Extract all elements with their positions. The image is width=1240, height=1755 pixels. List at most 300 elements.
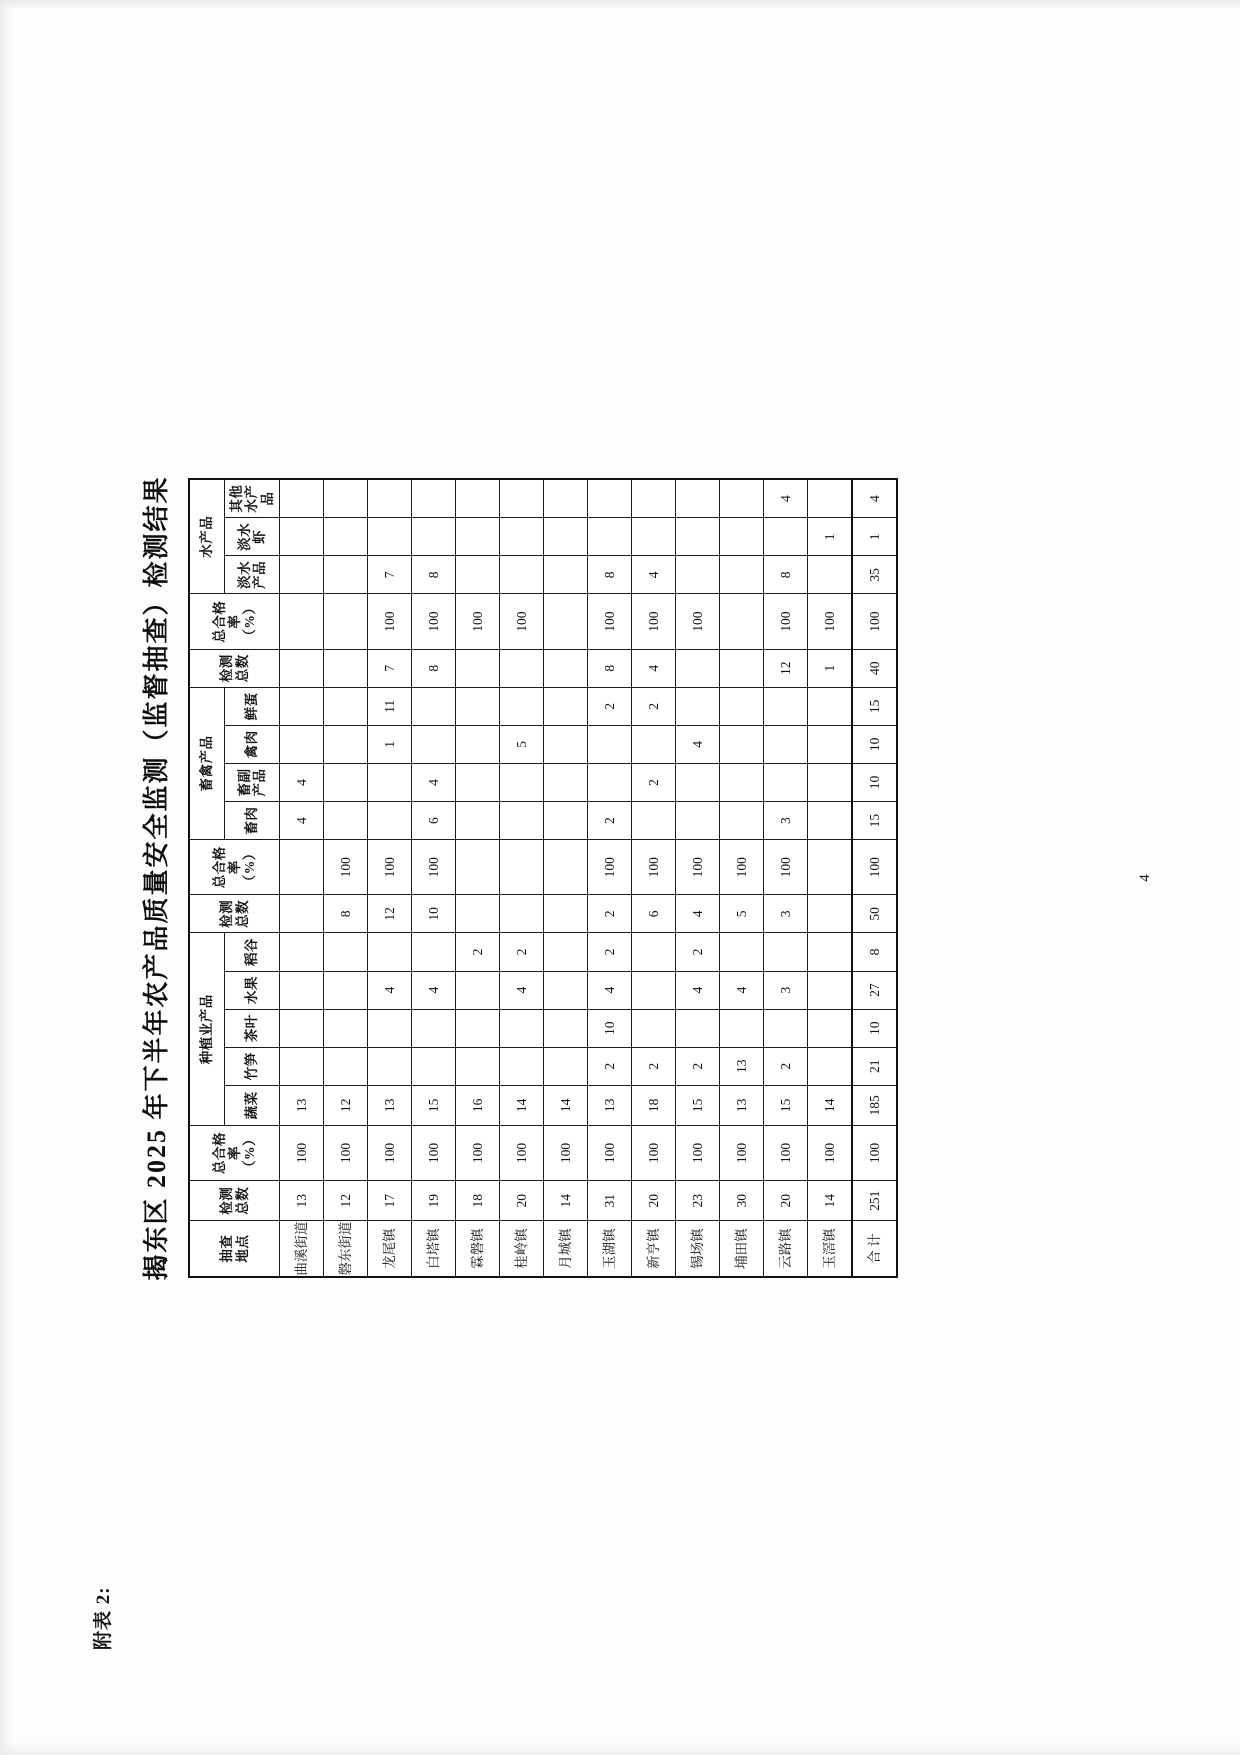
cell-livestock-total <box>500 649 544 687</box>
cell-overall-total: 20 <box>632 1180 676 1220</box>
cell-overall-rate: 100 <box>588 1125 632 1180</box>
cell-livestock-3: 15 <box>852 687 897 725</box>
cell-planting-total: 2 <box>588 894 632 932</box>
cell-planting-3: 4 <box>412 971 456 1009</box>
cell-livestock-2 <box>456 725 500 763</box>
cell-planting-4 <box>412 932 456 970</box>
table-row <box>852 479 897 1277</box>
rotated-document-content <box>80 78 1160 1678</box>
page-title: 揭东区 2025 年下半年农产品质量安全监测（监督抽查）检测结果 <box>142 475 171 1281</box>
cell-aquatic-2 <box>324 479 368 518</box>
cell-planting-4: 2 <box>588 932 632 970</box>
cell-livestock-3 <box>676 687 720 725</box>
cell-planting-3: 4 <box>368 971 412 1009</box>
cell-aquatic-0 <box>544 555 588 593</box>
table-row <box>368 479 412 1277</box>
cell-planting-1: 2 <box>764 1047 808 1085</box>
cell-overall-total: 20 <box>500 1180 544 1220</box>
col-header-planting-item-1: 竹笋 <box>225 1047 280 1085</box>
cell-livestock-1 <box>368 763 412 801</box>
cell-overall-total: 31 <box>588 1180 632 1220</box>
table-head <box>189 479 280 1277</box>
cell-aquatic-1 <box>368 517 412 555</box>
cell-place: 龙尾镇 <box>368 1220 412 1276</box>
cell-aquatic-2: 4 <box>764 479 808 518</box>
cell-livestock-0 <box>632 801 676 839</box>
cell-livestock-2 <box>588 725 632 763</box>
cell-livestock-2: 10 <box>852 725 897 763</box>
cell-planting-3 <box>324 971 368 1009</box>
cell-livestock-2 <box>324 725 368 763</box>
cell-planting-1: 13 <box>720 1047 764 1085</box>
cell-livestock-total: 8 <box>412 649 456 687</box>
cell-livestock-0: 3 <box>764 801 808 839</box>
cell-planting-0: 15 <box>412 1085 456 1125</box>
col-header-planting-item-2: 茶叶 <box>225 1009 280 1047</box>
cell-livestock-1: 4 <box>412 763 456 801</box>
col-header-overall-rate <box>189 1125 280 1180</box>
cell-planting-1: 2 <box>676 1047 720 1085</box>
cell-aquatic-1 <box>500 517 544 555</box>
cell-livestock-3 <box>456 687 500 725</box>
cell-planting-3 <box>544 971 588 1009</box>
cell-planting-4 <box>280 932 324 970</box>
cell-planting-total: 10 <box>412 894 456 932</box>
page-number: 4 <box>1137 873 1153 882</box>
cell-planting-3 <box>280 971 324 1009</box>
cell-planting-0: 18 <box>632 1085 676 1125</box>
cell-planting-rate: 100 <box>632 839 676 894</box>
cell-planting-1 <box>808 1047 853 1085</box>
cell-planting-total <box>500 894 544 932</box>
cell-livestock-rate: 100 <box>456 593 500 648</box>
cell-livestock-0 <box>676 801 720 839</box>
col-header-overall-total-line2: 总数 <box>234 1186 250 1215</box>
cell-aquatic-0 <box>676 555 720 593</box>
col-header-place <box>189 1220 280 1276</box>
cell-planting-3: 3 <box>764 971 808 1009</box>
cell-aquatic-0 <box>280 555 324 593</box>
cell-place: 玉湖镇 <box>588 1220 632 1276</box>
group-header-planting: 种植业产品 <box>189 932 225 1124</box>
cell-livestock-3 <box>808 687 853 725</box>
col-header-planting-total-line1: 检测 <box>219 899 235 928</box>
cell-livestock-3 <box>544 687 588 725</box>
cell-aquatic-2: 4 <box>852 479 897 518</box>
cell-overall-rate: 100 <box>676 1125 720 1180</box>
cell-aquatic-0: 8 <box>764 555 808 593</box>
cell-livestock-3: 2 <box>632 687 676 725</box>
cell-planting-rate: 100 <box>764 839 808 894</box>
cell-livestock-0 <box>368 801 412 839</box>
cell-planting-4 <box>632 932 676 970</box>
cell-overall-rate: 100 <box>544 1125 588 1180</box>
cell-livestock-0: 4 <box>280 801 324 839</box>
cell-planting-2 <box>720 1009 764 1047</box>
cell-planting-rate: 100 <box>412 839 456 894</box>
cell-planting-rate: 100 <box>368 839 412 894</box>
cell-aquatic-0: 4 <box>632 555 676 593</box>
cell-planting-0: 185 <box>852 1085 897 1125</box>
cell-planting-2 <box>544 1009 588 1047</box>
cell-overall-rate: 100 <box>280 1125 324 1180</box>
cell-aquatic-2 <box>500 479 544 518</box>
cell-livestock-2 <box>720 725 764 763</box>
cell-planting-0: 14 <box>808 1085 853 1125</box>
cell-place: 锡场镇 <box>676 1220 720 1276</box>
cell-planting-2 <box>456 1009 500 1047</box>
cell-aquatic-1 <box>764 517 808 555</box>
cell-planting-3: 27 <box>852 971 897 1009</box>
cell-livestock-rate: 100 <box>368 593 412 648</box>
cell-planting-2: 10 <box>588 1009 632 1047</box>
cell-overall-rate: 100 <box>808 1125 853 1180</box>
cell-livestock-3 <box>412 687 456 725</box>
cell-livestock-total: 40 <box>852 649 897 687</box>
cell-livestock-2 <box>632 725 676 763</box>
cell-livestock-1 <box>456 763 500 801</box>
cell-aquatic-0: 35 <box>852 555 897 593</box>
cell-planting-0: 14 <box>544 1085 588 1125</box>
cell-planting-4 <box>720 932 764 970</box>
cell-livestock-1 <box>500 763 544 801</box>
cell-planting-4 <box>368 932 412 970</box>
cell-planting-rate <box>280 839 324 894</box>
cell-overall-rate: 100 <box>456 1125 500 1180</box>
cell-livestock-3 <box>764 687 808 725</box>
cell-planting-2 <box>632 1009 676 1047</box>
col-header-overall-rate-line1: 总合格率 <box>211 1131 242 1174</box>
cell-aquatic-2 <box>676 479 720 518</box>
cell-livestock-1 <box>544 763 588 801</box>
cell-aquatic-0: 8 <box>412 555 456 593</box>
table-row <box>544 479 588 1277</box>
cell-planting-4: 2 <box>676 932 720 970</box>
cell-planting-total: 8 <box>324 894 368 932</box>
cell-livestock-1: 10 <box>852 763 897 801</box>
cell-planting-2 <box>280 1009 324 1047</box>
col-header-livestock-total-line1: 检测 <box>219 653 235 682</box>
cell-planting-1: 2 <box>588 1047 632 1085</box>
cell-livestock-total: 4 <box>632 649 676 687</box>
cell-livestock-1 <box>324 763 368 801</box>
col-header-place-line1: 抽查 <box>219 1234 235 1263</box>
cell-planting-1: 2 <box>632 1047 676 1085</box>
cell-planting-total: 5 <box>720 894 764 932</box>
group-header-aquatic: 水产品 <box>189 479 225 594</box>
cell-planting-1 <box>456 1047 500 1085</box>
cell-planting-0: 16 <box>456 1085 500 1125</box>
cell-aquatic-0: 8 <box>588 555 632 593</box>
cell-planting-1 <box>324 1047 368 1085</box>
col-header-livestock-item-2: 禽肉 <box>225 725 280 763</box>
table-row <box>324 479 368 1277</box>
cell-planting-3 <box>456 971 500 1009</box>
cell-livestock-1 <box>720 763 764 801</box>
cell-livestock-total: 1 <box>808 649 853 687</box>
cell-livestock-2 <box>412 725 456 763</box>
cell-place: 云路镇 <box>764 1220 808 1276</box>
cell-aquatic-2 <box>280 479 324 518</box>
cell-aquatic-2 <box>544 479 588 518</box>
cell-planting-2 <box>676 1009 720 1047</box>
col-header-livestock-rate-line2: （%） <box>242 600 258 643</box>
cell-planting-rate: 100 <box>324 839 368 894</box>
cell-aquatic-1 <box>676 517 720 555</box>
cell-planting-0: 13 <box>368 1085 412 1125</box>
cell-livestock-2: 4 <box>676 725 720 763</box>
cell-planting-0: 14 <box>500 1085 544 1125</box>
cell-planting-total <box>808 894 853 932</box>
cell-livestock-0: 6 <box>412 801 456 839</box>
cell-planting-total <box>544 894 588 932</box>
cell-livestock-3 <box>324 687 368 725</box>
cell-livestock-total: 8 <box>588 649 632 687</box>
cell-livestock-1: 4 <box>280 763 324 801</box>
col-header-overall-total-line1: 检测 <box>219 1186 235 1215</box>
col-header-planting-total-line2: 总数 <box>234 899 250 928</box>
cell-planting-rate: 100 <box>852 839 897 894</box>
cell-planting-rate <box>456 839 500 894</box>
cell-planting-4: 2 <box>456 932 500 970</box>
table-row <box>720 479 764 1277</box>
cell-planting-2 <box>324 1009 368 1047</box>
table-body <box>280 479 898 1277</box>
cell-livestock-0 <box>324 801 368 839</box>
col-header-overall-rate-line2: （%） <box>242 1131 258 1174</box>
scan-edge-shadow-bottom <box>0 1741 1240 1755</box>
col-header-livestock-item-1: 畜副产品 <box>225 763 280 801</box>
cell-livestock-total <box>324 649 368 687</box>
table-row <box>456 479 500 1277</box>
cell-planting-rate: 100 <box>676 839 720 894</box>
cell-livestock-2 <box>764 725 808 763</box>
cell-planting-total: 4 <box>676 894 720 932</box>
cell-livestock-1: 2 <box>632 763 676 801</box>
cell-planting-total: 50 <box>852 894 897 932</box>
cell-place: 霖磐镇 <box>456 1220 500 1276</box>
cell-livestock-total: 7 <box>368 649 412 687</box>
cell-livestock-rate: 100 <box>412 593 456 648</box>
scan-edge-shadow-top <box>0 0 1240 10</box>
col-header-planting-item-4: 稻谷 <box>225 932 280 970</box>
table-row <box>808 479 853 1277</box>
cell-aquatic-2 <box>412 479 456 518</box>
col-header-planting-rate-line1: 总合格率 <box>211 845 242 888</box>
cell-aquatic-2 <box>632 479 676 518</box>
cell-aquatic-2 <box>368 479 412 518</box>
cell-livestock-rate <box>544 593 588 648</box>
col-header-planting-item-3: 水果 <box>225 971 280 1009</box>
cell-place: 埔田镇 <box>720 1220 764 1276</box>
cell-overall-rate: 100 <box>500 1125 544 1180</box>
cell-overall-rate: 100 <box>852 1125 897 1180</box>
cell-planting-4 <box>544 932 588 970</box>
cell-planting-rate <box>808 839 853 894</box>
cell-livestock-total <box>456 649 500 687</box>
cell-livestock-0 <box>808 801 853 839</box>
col-header-place-line2: 地点 <box>234 1234 250 1263</box>
table-row <box>280 479 324 1277</box>
cell-livestock-rate: 100 <box>588 593 632 648</box>
cell-overall-total: 23 <box>676 1180 720 1220</box>
col-header-aquatic-item-2: 其他水产品 <box>225 479 280 518</box>
cell-overall-total: 18 <box>456 1180 500 1220</box>
cell-overall-total: 14 <box>808 1180 853 1220</box>
cell-planting-3: 4 <box>676 971 720 1009</box>
table-row <box>412 479 456 1277</box>
cell-planting-1 <box>500 1047 544 1085</box>
cell-planting-0: 13 <box>720 1085 764 1125</box>
cell-planting-rate: 100 <box>720 839 764 894</box>
cell-livestock-rate: 100 <box>808 593 853 648</box>
cell-place: 合 计 <box>852 1220 897 1276</box>
cell-overall-total: 17 <box>368 1180 412 1220</box>
cell-aquatic-0 <box>720 555 764 593</box>
cell-place: 白塔镇 <box>412 1220 456 1276</box>
cell-aquatic-1 <box>720 517 764 555</box>
cell-livestock-3 <box>720 687 764 725</box>
table-row <box>588 479 632 1277</box>
cell-planting-4 <box>808 932 853 970</box>
cell-planting-total: 12 <box>368 894 412 932</box>
cell-planting-2 <box>500 1009 544 1047</box>
cell-overall-rate: 100 <box>368 1125 412 1180</box>
cell-planting-4: 8 <box>852 932 897 970</box>
cell-aquatic-2 <box>720 479 764 518</box>
cell-aquatic-0 <box>456 555 500 593</box>
cell-overall-rate: 100 <box>324 1125 368 1180</box>
cell-planting-1 <box>280 1047 324 1085</box>
cell-planting-3: 4 <box>588 971 632 1009</box>
cell-aquatic-0 <box>324 555 368 593</box>
col-header-livestock-item-0: 畜肉 <box>225 801 280 839</box>
cell-planting-1: 21 <box>852 1047 897 1085</box>
cell-livestock-rate: 100 <box>764 593 808 648</box>
cell-livestock-total <box>544 649 588 687</box>
cell-aquatic-2 <box>456 479 500 518</box>
cell-livestock-rate <box>720 593 764 648</box>
cell-livestock-0: 2 <box>588 801 632 839</box>
cell-livestock-2 <box>544 725 588 763</box>
cell-livestock-rate: 100 <box>676 593 720 648</box>
col-header-livestock-total <box>189 649 280 687</box>
cell-planting-rate: 100 <box>588 839 632 894</box>
cell-planting-rate <box>500 839 544 894</box>
report-table-container <box>188 478 898 1278</box>
cell-livestock-2 <box>808 725 853 763</box>
cell-planting-1 <box>368 1047 412 1085</box>
cell-overall-total: 20 <box>764 1180 808 1220</box>
cell-planting-1 <box>412 1047 456 1085</box>
cell-aquatic-0: 7 <box>368 555 412 593</box>
cell-place: 桂岭镇 <box>500 1220 544 1276</box>
cell-overall-total: 251 <box>852 1180 897 1220</box>
cell-planting-total: 3 <box>764 894 808 932</box>
cell-livestock-2: 1 <box>368 725 412 763</box>
cell-livestock-0 <box>500 801 544 839</box>
cell-planting-4: 2 <box>500 932 544 970</box>
cell-livestock-3 <box>500 687 544 725</box>
cell-aquatic-0 <box>808 555 853 593</box>
cell-overall-rate: 100 <box>720 1125 764 1180</box>
cell-planting-2 <box>368 1009 412 1047</box>
cell-aquatic-2 <box>808 479 853 518</box>
table-row <box>500 479 544 1277</box>
cell-livestock-rate: 100 <box>852 593 897 648</box>
cell-planting-0: 12 <box>324 1085 368 1125</box>
col-header-aquatic-item-1: 淡水虾 <box>225 517 280 555</box>
cell-planting-total <box>280 894 324 932</box>
col-header-livestock-rate-line1: 总合格率 <box>211 600 242 643</box>
cell-overall-total: 12 <box>324 1180 368 1220</box>
cell-livestock-1 <box>764 763 808 801</box>
cell-overall-rate: 100 <box>632 1125 676 1180</box>
cell-aquatic-1 <box>456 517 500 555</box>
table-row <box>676 479 720 1277</box>
cell-planting-2 <box>412 1009 456 1047</box>
scan-edge-shadow-left <box>0 0 12 1755</box>
cell-overall-rate: 100 <box>764 1125 808 1180</box>
cell-planting-rate <box>544 839 588 894</box>
cell-aquatic-1 <box>412 517 456 555</box>
table-row <box>632 479 676 1277</box>
cell-overall-total: 19 <box>412 1180 456 1220</box>
cell-livestock-2 <box>280 725 324 763</box>
cell-planting-3: 4 <box>720 971 764 1009</box>
cell-aquatic-1: 1 <box>852 517 897 555</box>
cell-planting-total: 6 <box>632 894 676 932</box>
cell-planting-1 <box>544 1047 588 1085</box>
cell-aquatic-0 <box>500 555 544 593</box>
cell-aquatic-1 <box>280 517 324 555</box>
cell-planting-2 <box>764 1009 808 1047</box>
cell-planting-2: 10 <box>852 1009 897 1047</box>
col-header-aquatic-item-0: 淡水产品 <box>225 555 280 593</box>
cell-planting-2 <box>808 1009 853 1047</box>
cell-planting-3 <box>632 971 676 1009</box>
cell-livestock-total <box>720 649 764 687</box>
cell-planting-0: 15 <box>764 1085 808 1125</box>
cell-livestock-1 <box>588 763 632 801</box>
cell-place: 曲溪街道 <box>280 1220 324 1276</box>
cell-planting-3: 4 <box>500 971 544 1009</box>
cell-place: 月城镇 <box>544 1220 588 1276</box>
cell-planting-0: 13 <box>588 1085 632 1125</box>
cell-livestock-total <box>676 649 720 687</box>
cell-planting-0: 15 <box>676 1085 720 1125</box>
cell-aquatic-1 <box>324 517 368 555</box>
attachment-label: 附表 2: <box>93 1585 114 1650</box>
col-header-planting-total <box>189 894 280 932</box>
cell-planting-total <box>456 894 500 932</box>
cell-planting-4 <box>764 932 808 970</box>
cell-livestock-3 <box>280 687 324 725</box>
cell-livestock-2: 5 <box>500 725 544 763</box>
cell-aquatic-2 <box>588 479 632 518</box>
cell-livestock-0 <box>456 801 500 839</box>
cell-aquatic-1 <box>632 517 676 555</box>
cell-place: 玉滘镇 <box>808 1220 853 1276</box>
cell-overall-total: 13 <box>280 1180 324 1220</box>
cell-livestock-rate: 100 <box>632 593 676 648</box>
col-header-planting-rate-line2: （%） <box>242 845 258 888</box>
cell-overall-total: 14 <box>544 1180 588 1220</box>
cell-livestock-rate <box>324 593 368 648</box>
col-header-livestock-item-3: 鲜蛋 <box>225 687 280 725</box>
col-header-overall-total <box>189 1180 280 1220</box>
cell-livestock-1 <box>676 763 720 801</box>
